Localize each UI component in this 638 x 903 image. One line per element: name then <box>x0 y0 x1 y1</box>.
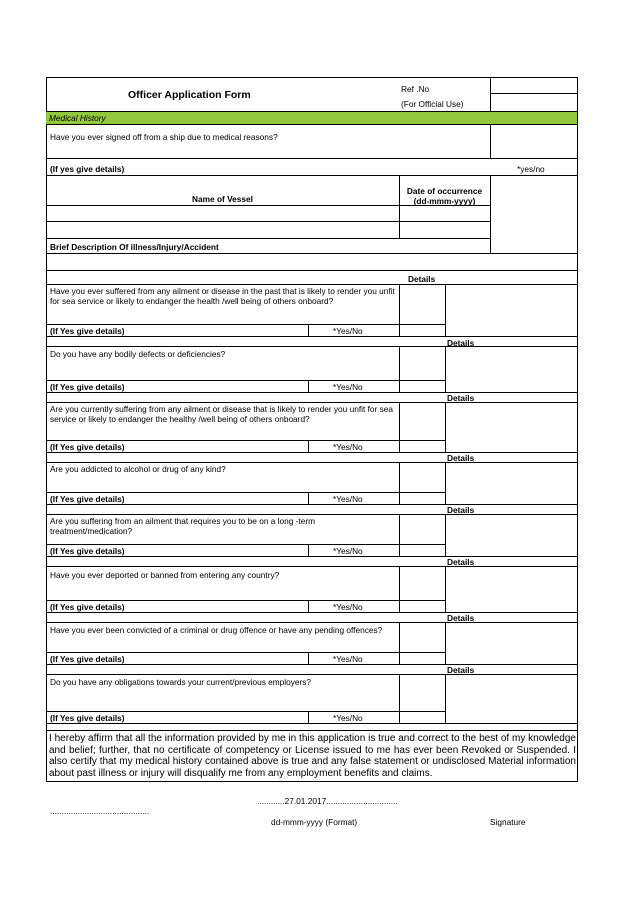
q2-divider-a <box>399 346 400 392</box>
brief-field-line <box>46 270 577 271</box>
q7-top-line <box>46 622 577 623</box>
details-field-6[interactable] <box>445 566 577 612</box>
q2-yesno-divider <box>308 380 309 392</box>
q8-bottom-line <box>46 723 577 724</box>
ship-row-line <box>46 158 577 159</box>
q8-yesno-divider <box>308 711 309 723</box>
yes-no-1[interactable]: *Yes/No <box>333 326 363 336</box>
date-line[interactable]: ............27.01.2017............................... <box>257 796 398 806</box>
q8-divider-a <box>399 674 400 723</box>
q3-bottom-line <box>46 452 577 453</box>
ship-question: Have you ever signed off from a ship due to medical reasons? <box>50 132 278 142</box>
q3-divider-a <box>399 402 400 452</box>
yes-no-5[interactable]: *Yes/No <box>333 546 363 556</box>
date-occurrence-header: Date of occurrence (dd-mmm-yyyy) <box>406 186 483 206</box>
q5-top-line <box>46 514 577 515</box>
q5-bottom-line <box>46 556 577 557</box>
vessel-name-header: Name of Vessel <box>192 194 253 204</box>
yes-no-7[interactable]: *Yes/No <box>333 654 363 664</box>
q3-top-line <box>46 402 577 403</box>
q5-mid-line <box>46 544 445 545</box>
header-divider <box>490 77 491 111</box>
date-col-divider <box>490 175 491 253</box>
question-3: Are you currently suffering from any ailment or disease that is likely to render you unfit for sea service or likely to endanger the healthy /well being of others onboard? <box>50 404 393 424</box>
details-label-4: Details <box>447 453 475 463</box>
q2-top-line <box>46 346 577 347</box>
q4-mid-line <box>46 492 445 493</box>
q1-bottom-line <box>46 336 577 337</box>
yes-no-2[interactable]: *Yes/No <box>333 382 363 392</box>
details-label-2: Details <box>447 338 475 348</box>
details-label-5: Details <box>447 505 475 515</box>
details-field-8[interactable] <box>445 674 577 723</box>
if-yes-1: (If Yes give details) <box>50 326 125 336</box>
q6-bottom-line <box>46 612 577 613</box>
q2-bottom-line <box>46 392 577 393</box>
q4-top-line <box>46 462 577 463</box>
question-5: Are you suffering from an ailment that requires you to be on a long -term treatment/medication? <box>50 516 316 536</box>
if-yes-5: (If Yes give details) <box>50 546 125 556</box>
details-label-3: Details <box>447 393 475 403</box>
details-field-7[interactable] <box>445 622 577 664</box>
if-yes-6: (If Yes give details) <box>50 602 125 612</box>
form-title: Officer Application Form <box>128 89 251 101</box>
question-8: Do you have any obligations towards your current/previous employers? <box>50 677 312 687</box>
question-1: Have you ever suffered from any ailment or disease in the past that is likely to render you unfit for sea service or likely to endanger the health /well being of others onboard? <box>50 286 395 306</box>
form-right-border <box>577 77 578 730</box>
form-top-border <box>46 77 577 78</box>
left-dots: ........................................... <box>50 806 150 816</box>
q7-divider-a <box>399 622 400 664</box>
question-2: Do you have any bodily defects or deficiencies? <box>50 349 226 359</box>
yes-no-8[interactable]: *Yes/No <box>333 713 363 723</box>
details-label-8: Details <box>447 665 475 675</box>
q1-yesno-divider <box>308 324 309 336</box>
details-label-7: Details <box>447 613 475 623</box>
q4-divider-a <box>399 462 400 504</box>
details-label-6: Details <box>447 557 475 567</box>
yes-no-4[interactable]: *Yes/No <box>333 494 363 504</box>
ship-ifyes-line <box>46 175 577 176</box>
question-7: Have you ever been convicted of a criminal or drug offence or have any pending offences? <box>50 625 383 635</box>
vessel-row-1[interactable] <box>46 205 490 221</box>
details-field-4[interactable] <box>445 462 577 504</box>
question-4: Are you addicted to alcohol or drug of any kind? <box>50 464 226 474</box>
q4-yesno-divider <box>308 492 309 504</box>
q6-yesno-divider <box>308 600 309 612</box>
q4-bottom-line <box>46 504 577 505</box>
q6-top-line <box>46 566 577 567</box>
details-field-1[interactable] <box>445 284 577 336</box>
vessel-row-line-2 <box>46 238 490 239</box>
declaration-text: I hereby affirm that all the information provided by me in this application is true and correct to the best of my knowledge and belief; further, that no certificate of competency or License issued to me has ever been Revoked or Suspended. I also certify that my medical history contained above is true and any false statement or undisclosed Material information about past illness or injury will disqualify me from any employment benefits and claims. <box>49 733 576 780</box>
details-field-2[interactable] <box>445 346 577 392</box>
q3-mid-line <box>46 440 445 441</box>
ship-yes-no[interactable]: *yes/no <box>517 164 545 174</box>
vessel-row-2[interactable] <box>46 221 490 238</box>
q5-divider-a <box>399 514 400 556</box>
q8-top-line <box>46 674 577 675</box>
q7-bottom-line <box>46 664 577 665</box>
official-use-label: (For Official Use) <box>401 99 464 109</box>
details-field-3[interactable] <box>445 402 577 452</box>
if-yes-3: (If Yes give details) <box>50 442 125 452</box>
q3-yesno-divider <box>308 440 309 452</box>
q7-mid-line <box>46 652 445 653</box>
date-format-label: dd-mmm-yyyy (Format) <box>271 817 358 827</box>
if-yes-8: (If Yes give details) <box>50 713 125 723</box>
brief-description-label: Brief Description Of illness/Injury/Accident <box>50 242 219 252</box>
signature-label: Signature <box>490 817 526 827</box>
q6-mid-line <box>46 600 445 601</box>
if-yes-2: (If Yes give details) <box>50 382 125 392</box>
details-field-5[interactable] <box>445 514 577 556</box>
q7-yesno-divider <box>308 652 309 664</box>
details-label-1: Details <box>408 274 436 284</box>
yes-no-6[interactable]: *Yes/No <box>333 602 363 612</box>
brief-description-field[interactable] <box>46 253 577 270</box>
q5-yesno-divider <box>308 544 309 556</box>
q2-mid-line <box>46 380 445 381</box>
q6-divider-a <box>399 566 400 612</box>
ref-no-label: Ref .No <box>401 84 430 94</box>
ship-answer-divider <box>490 125 491 158</box>
if-yes-7: (If Yes give details) <box>50 654 125 664</box>
if-yes-4: (If Yes give details) <box>50 494 125 504</box>
ref-field-line <box>490 93 577 94</box>
q1-divider-a <box>399 284 400 336</box>
medical-history-label: Medical History <box>49 113 106 123</box>
ship-if-yes: (If yes give details) <box>50 164 125 174</box>
q8-mid-line <box>46 711 445 712</box>
yes-no-3[interactable]: *Yes/No <box>333 442 363 452</box>
question-6: Have you ever deported or banned from entering any country? <box>50 570 280 580</box>
q1-mid-line <box>46 324 445 325</box>
medical-history-band <box>46 111 577 125</box>
